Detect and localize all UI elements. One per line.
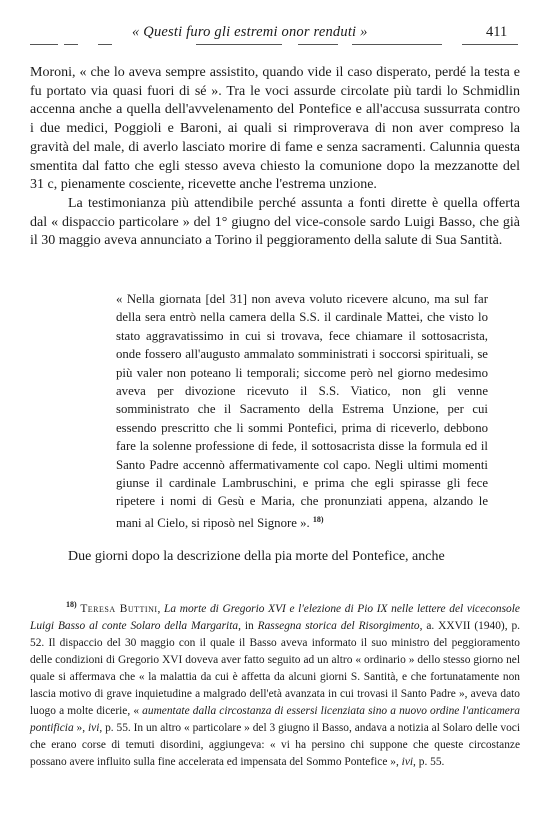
body-paragraph: Due giorni dopo la descrizione della pia morte del Pontefice, anche [68,549,445,564]
footnote-text: », [73,722,88,734]
footnote-text: , p. 55. [413,756,445,768]
footnote-journal: Rassegna storica del Risorgimento [257,620,420,632]
footnote-in: , in [238,620,254,632]
main-text [30,64,520,251]
footnote-title: La morte di Gregorio XVI e l'elezione di Pio IX nelle lettere del viceconsole Luigi Basso al conte Solaro della Margarita [30,603,520,632]
body-paragraph: La testimonianza più attendibile perché assunta a fonti dirette è quella offerta dal « dispaccio particolare » del 1° giugno del vice-console sardo Luigi Basso, che già il 30 maggio aveva annunciato a Torino il peggioramento della salute di Sua Santità. [30,195,520,249]
block-quote [116,290,488,532]
footnote-ivi: ivi [401,756,414,768]
footnote-text: , p. 55. In un altro « particolare » del 3 giugno il Basso, andava a notizia al Solaro delle voci che erano corse di temuti disordini, aggiungeva: « vi ha persino chi suppone che queste circostanze possano avere influito sulla fine accelerata ed impensata del Sommo Pontefice », [30,722,520,768]
footnote-author: Teresa Buttini [80,603,158,615]
footnote [30,596,520,771]
header-rule [298,44,338,45]
footnote-ivi: ivi [87,722,100,734]
page-header [0,20,550,48]
header-rule [30,44,58,45]
quote-paragraph [116,290,488,532]
continuation-text [30,548,520,566]
quote-text: « Nella giornata [del 31] non aveva voluto ricevere alcuno, ma sul far della sera entrò nella camera della S.S. il cardinale Mattei, che visto lo stato aggravatissimo in cui si trovava, fece chiamare il sottosacrista, onde fossero all'augusto ammalato somministrati i soccorsi spirituali, se più valer non poteano li temporali; siccome però nel giorno medesimo aveva per divozione ricevuto il S.S. Viatico, non gli venne somministrato che il Sacramento della Estrema Unzione, per cui essendo prescritto che li sommi Pontefici, prima di riceverlo, debbono fare la solenne professione di fede, il sottosacrista disse la formula ed il Santo Padre accennò affermativamente col capo. Negli ultimi momenti giunse il cardinale Lambruschini, e prima che egli spirasse gli fece ripetere i nomi di Gesù e Maria, che pronunziati appena, alzando le mani al Cielo, si riposò nel Signore ». [116,292,488,530]
header-rule [462,44,518,45]
footnote-marker: 18) [66,600,77,609]
footnote-citation: , a. XXVII (1940), p. 52. Il dispaccio del 30 maggio con il quale il Basso aveva informato il suo ministro del peggioramento delle condizioni di Gregorio XVI doveva aver fatto seguito ad un altro « ordinario » dello stesso giorno nel quale si affermava che « la malattia da cui è affetta da alcuni giorni S. Santità, e che fortunatamente non lascia motivo di grave inquietudine a malgrado dell'età avanzata in cui trovasi il Santo Padre », aveva dato luogo a molte dicerie, « [30,620,521,717]
body-paragraph: Moroni, « che lo aveva sempre assistito, quando vide il caso disperato, perdé la testa e fu portato via quasi fuori di sé ». Tra le voci assurde circolate più tardi lo Schmidlin accenna anche a quella dell'avvelenamento del Pontefice e all'accusa sussurrata contro i due medici, Poggioli e Baroni, ai quali si rimproverava di non aver compreso la gravità del male, di averlo lasciato morire di fame e senza sacramenti. Calunnia questa smentita dal fatto che egli stesso aveva chiesto la comunione dopo la mezzanotte del 31 c, pienamente cosciente, ricevette anche l'estrema unzione. [30,65,520,193]
header-rule [196,44,282,45]
page-number: 411 [486,24,508,40]
footnote-reference: 18) [312,514,324,524]
header-rule [352,44,442,45]
header-rule [64,44,78,45]
footnote-italic-quote: aumentate dalla circostanza di essersi licenziata sino a nuovo ordine l'anticamera pontificia [30,705,520,734]
header-rule [98,44,112,45]
running-title: « Questi furo gli estremi onor renduti » [132,24,368,40]
footnote-paragraph: $^{18)}$ Teresa Buttini, La morte di Gregorio XVI e l'elezione di Pio IX nelle lettere del viceconsole Luigi Basso al conte Solaro della Margarita, in Rassegna storica del Risorgimento, a. XXVII (1940), p. 52. Il dispaccio del 30 maggio con il quale il Basso aveva informato il suo ministro del peggioramento delle condizioni di Gregorio XVI doveva aver fatto seguito ad un altro « ordinario » dello stesso giorno nel quale si affermava che « la malattia da cui è affetta da alcuni giorni S. Santità, e che fortunatamente non lascia motivo di grave inquietudine a malgrado dell'età avanzata in cui trovasi il Santo Padre », aveva dato luogo a molte dicerie, « aumentate dalla circostanza di essersi licenziata sino a nuovo ordine l'anticamera pontificia », ivi, p. 55. In un altro « particolare » del 3 giugno il Basso, andava a notizia al Solaro delle voci che erano corse di temuti disordini, aggiungeva: « vi ha persino chi suppone che queste circostanze possano avere influito sulla fine accelerata ed impensata del Sommo Pontefice », ivi, p. 55. [30,600,521,768]
